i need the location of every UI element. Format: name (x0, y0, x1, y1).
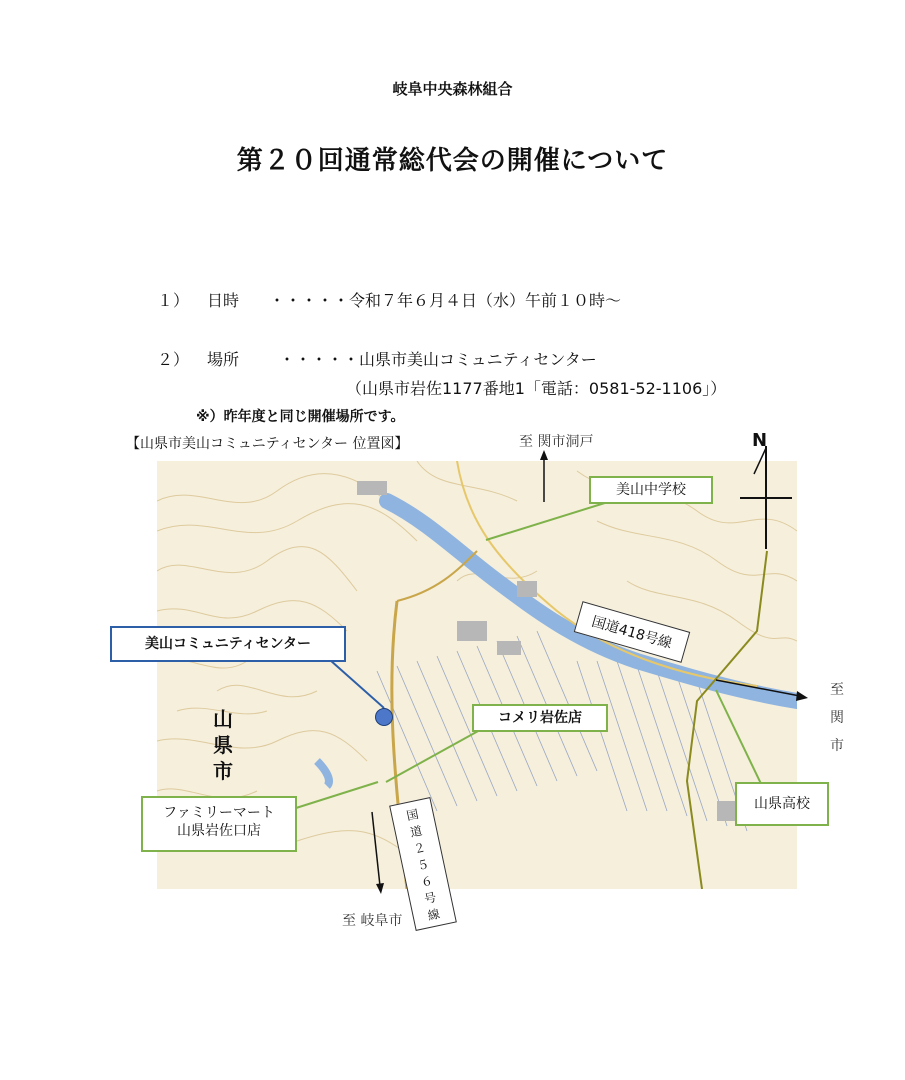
city-char: 県 (213, 733, 233, 757)
callout-komeri: コメリ岩佐店 (472, 704, 608, 732)
seki-char: 関 (830, 710, 844, 726)
callout-miyama-jhs: 美山中学校 (589, 476, 713, 504)
route256-char: 号 (422, 890, 438, 907)
familymart-line1: ファミリーマート (163, 805, 275, 821)
venue-note: ※）昨年度と同じ開催場所です。 (196, 409, 405, 425)
route256-char: 線 (426, 906, 442, 923)
seki-char: 至 (830, 682, 844, 698)
callout-familymart (141, 796, 297, 852)
seki-char: 市 (830, 738, 844, 754)
route256-char: 国 (405, 806, 420, 824)
route256-char: ２ (412, 840, 427, 857)
venue-address: （山県市岩佐1177番地1「電話：0581-52-1106」） (346, 379, 727, 398)
direction-seki (828, 676, 846, 760)
yamagata-city-label (212, 706, 234, 784)
item-datetime (157, 288, 621, 311)
route256-char: 道 (408, 823, 424, 840)
city-char: 市 (213, 759, 233, 783)
familymart-line2: 山県岩佐口店 (177, 822, 261, 839)
community-center-marker (375, 708, 393, 726)
callout-yamagata-hs: 山県高校 (735, 782, 829, 826)
item-label: 日時 (207, 291, 240, 310)
city-char: 山 (213, 707, 233, 731)
callout-community-center: 美山コミュニティセンター (110, 626, 346, 662)
route-418-label: 国道418号線 (574, 601, 690, 663)
route256-char: ５ (415, 856, 431, 874)
item-label: 場所 (207, 350, 240, 369)
north-arrow-icon (740, 434, 800, 554)
route256-char: ６ (419, 873, 435, 890)
north-label: N (752, 430, 768, 451)
item-number: ２） (157, 350, 190, 369)
direction-seki-horado: 至 関市洞戸 (519, 434, 594, 450)
organization-name: 岐阜中央森林組合 (392, 80, 513, 98)
item-value: ・・・・・山県市美山コミュニティセンター (279, 350, 597, 369)
item-number: １） (157, 291, 190, 310)
direction-gifu: 至 岐阜市 (342, 913, 403, 929)
map-caption: 【山県市美山コミュニティセンター 位置図】 (126, 436, 409, 452)
document-title: 第２０回通常総代会の開催について (236, 146, 669, 176)
item-value: ・・・・・令和７年６月４日（水）午前１０時～ (269, 291, 622, 310)
item-venue (157, 347, 597, 370)
